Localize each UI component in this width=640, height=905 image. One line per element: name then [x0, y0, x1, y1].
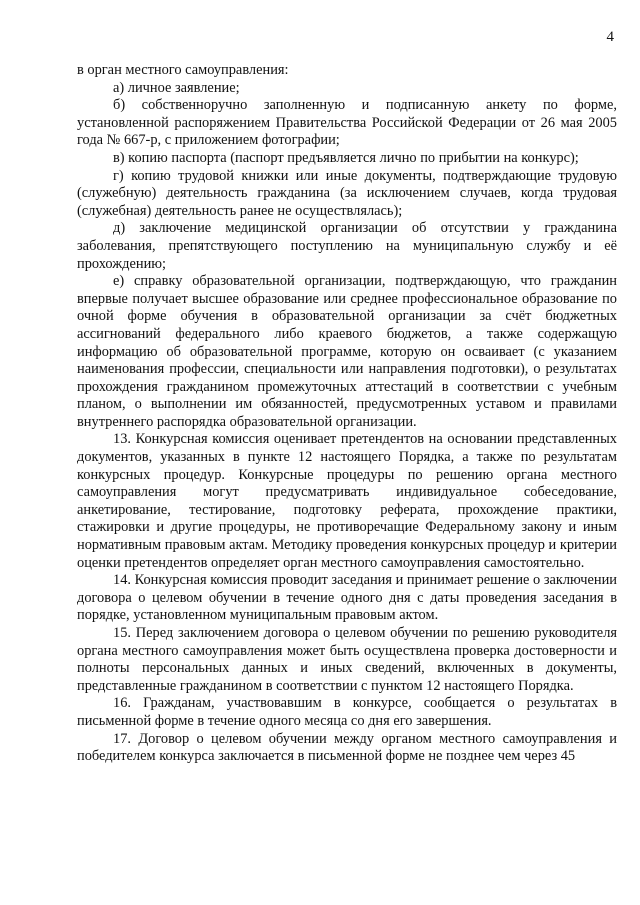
paragraph: б) собственноручно заполненную и подписанную анкету по форме, установленной распоряжением Правительства Российской Федерации от 26 мая 2005 года № 667-р, с приложением фотографии; — [77, 97, 617, 149]
document-body — [77, 62, 617, 766]
paragraph: д) заключение медицинской организации об отсутствии у гражданина заболевания, препятствующего поступлению на муниципальную службу и её прохождению; — [77, 220, 617, 272]
paragraph: а) личное заявление; — [113, 79, 240, 96]
paragraph: 16. Гражданам, участвовавшим в конкурсе, сообщается о результатах в письменной форме в течение одного месяца со дня его завершения. — [77, 695, 617, 729]
page-number: 4 — [606, 29, 614, 45]
paragraph: 13. Конкурсная комиссия оценивает претендентов на основании представленных документов, указанных в пункте 12 настоящего Порядка, а также по результатам конкурсных процедур. Конкурсные процедуры по решению органа местного самоуправления могут предусматривать индивидуальное собеседование, анкетирование, тестирование, подготовку реферата, прохождение практики, стажировки и другие процедуры, не противоречащие Федеральному закону и иным нормативным правовым актам. Методику проведения конкурсных процедур и критерии оценки претендентов определяет орган местного самоуправления самостоятельно. — [77, 431, 617, 571]
paragraph: 15. Перед заключением договора о целевом обучении по решению руководителя органа местного самоуправления может быть осуществлена проверка достоверности и полноты персональных данных и иных сведений, включенных в документы, представленные гражданином в соответствии с пунктом 12 настоящего Порядка. — [77, 625, 617, 694]
paragraph: в) копию паспорта (паспорт предъявляется лично по прибытии на конкурс); — [113, 149, 579, 166]
paragraph: 14. Конкурсная комиссия проводит заседания и принимает решение о заключении договора о целевом обучении в течение одного дня с даты проведения заседания в порядке, установленном муниципальным правовым актом. — [77, 572, 617, 624]
paragraph: в орган местного самоуправления: — [77, 62, 289, 78]
paragraph: г) копию трудовой книжки или иные документы, подтверждающие трудовую (служебную) деятельность гражданина (за исключением случаев, когда трудовая (служебная) деятельность ранее не осуществлялась); — [77, 167, 617, 219]
paragraph: е) справку образовательной организации, подтверждающую, что гражданин впервые получает высшее образование или среднее профессиональное образование по очной форме обучения в образовательной организации за счёт бюджетных ассигнований федерального либо краевого бюджетов, а также содержащую информацию об образовательной программе, которую он осваивает (с указанием наименования профессии, специальности или направления подготовки), о результатах прохождения гражданином промежуточных аттестаций в соответствии с учебным планом, о выполнении им обязанностей, предусмотренных уставом и правилами внутреннего распорядка образовательной организации. — [77, 273, 617, 430]
paragraph: 17. Договор о целевом обучении между органом местного самоуправления и победителем конкурса заключается в письменной форме не позднее чем через 45 — [77, 730, 617, 765]
